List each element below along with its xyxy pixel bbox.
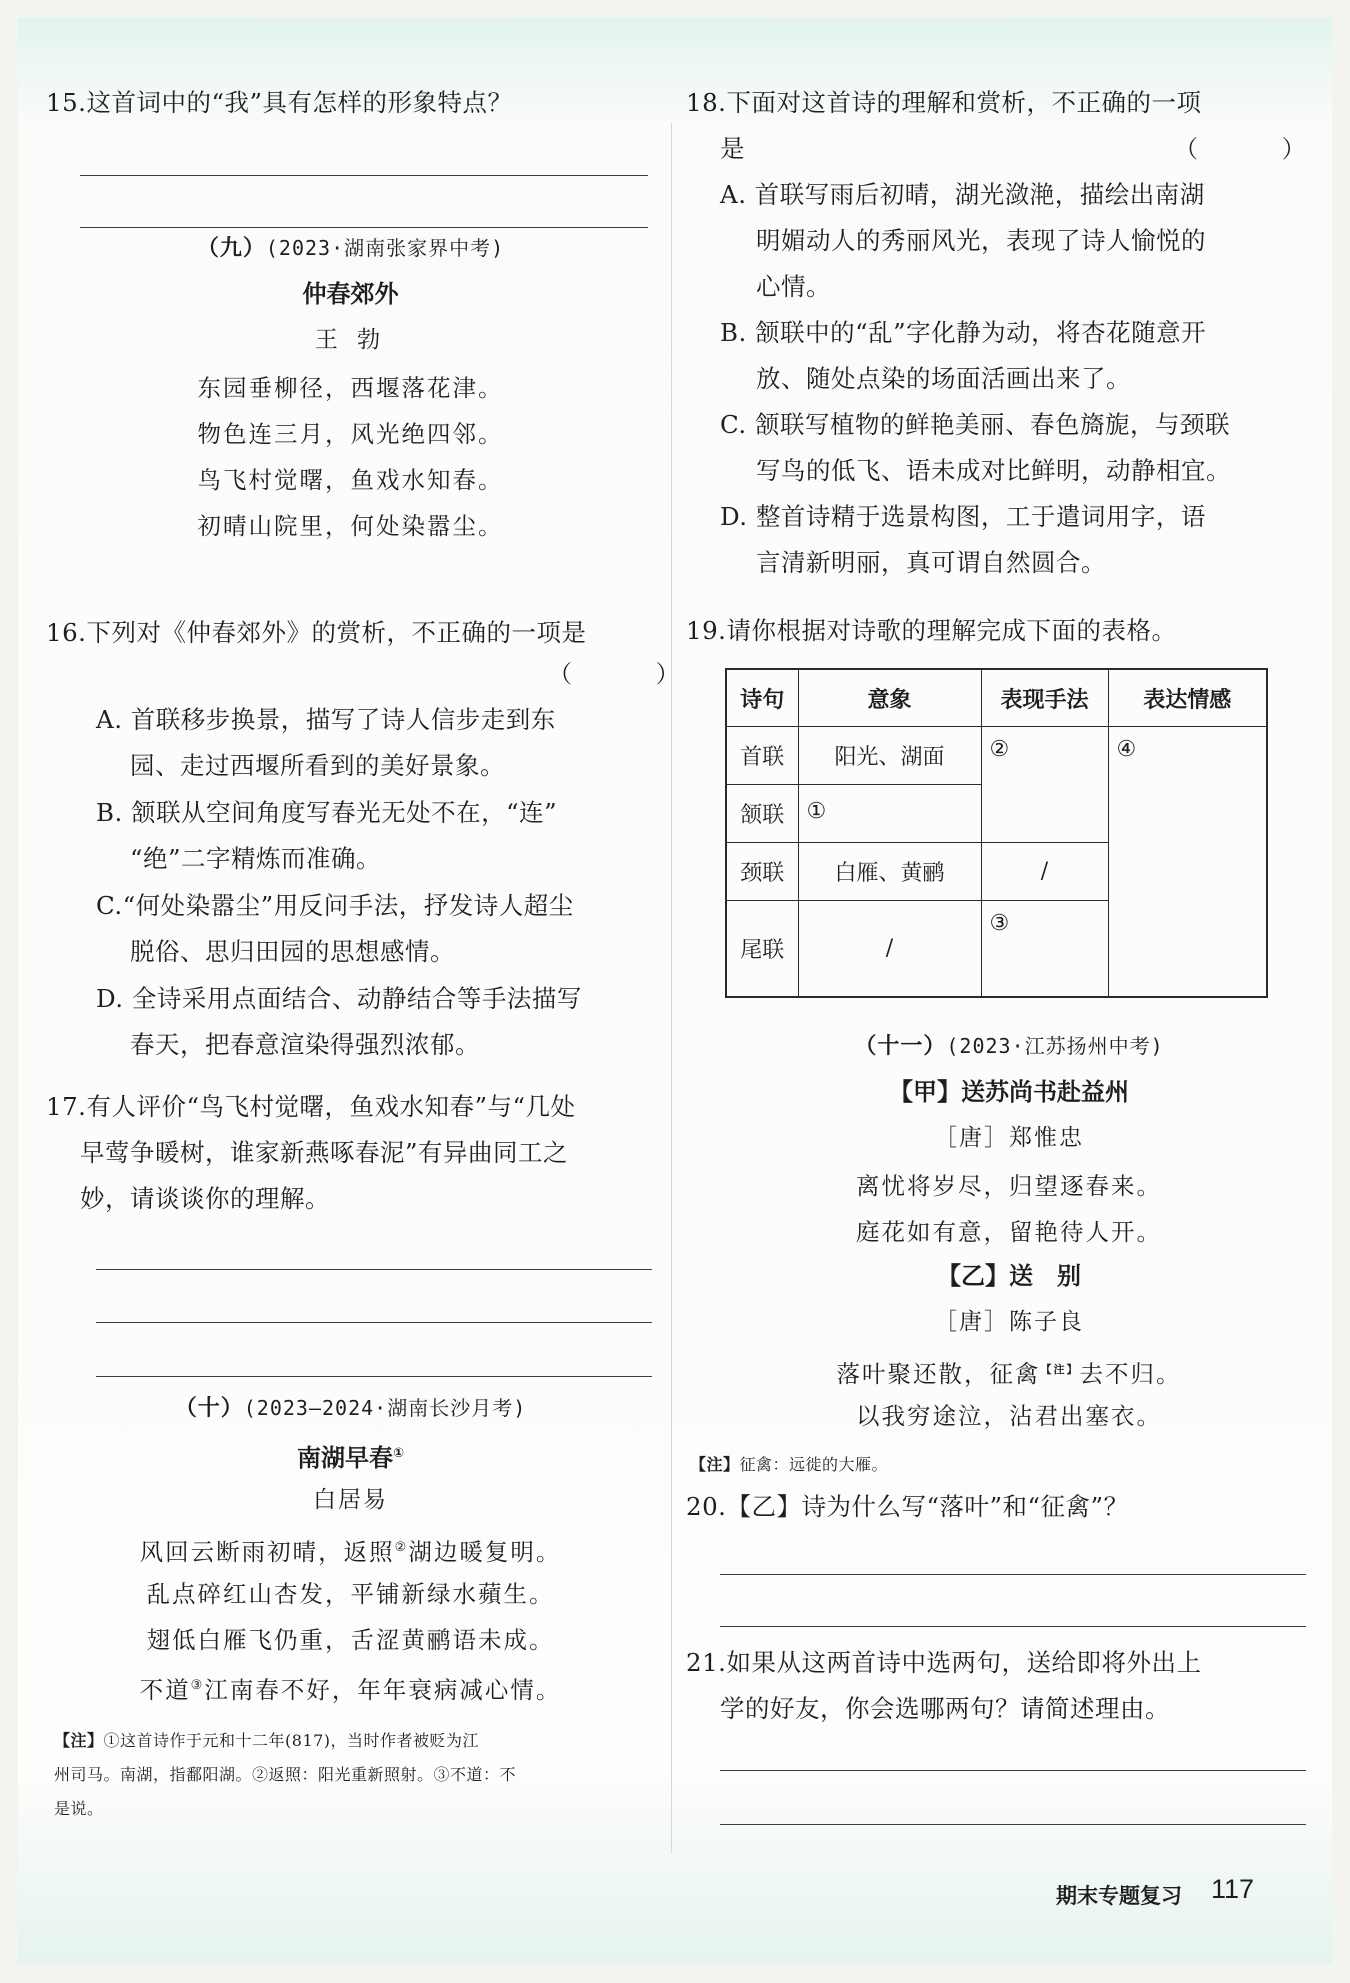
poem-verse: 乱点碎红山杏发，平铺新绿水蘋生。 [146, 1580, 555, 1608]
table-header-row [726, 669, 1267, 727]
question-text: 这首词中的“我”具有怎样的形象特点？ [86, 88, 513, 117]
option-line: D. 整首诗精于选景构图，工于遣词用字，语 [720, 502, 1206, 531]
question-number: 20. [686, 1492, 727, 1521]
poem-verse: 东园垂柳径，西堰落花津。 [197, 374, 504, 402]
option-line: 脱俗、思归田园的思想感情。 [130, 937, 455, 966]
footnote-marker: ② [394, 1540, 409, 1555]
question-text: 妙，请谈谈你的理解。 [80, 1184, 330, 1213]
section-9-heading [18, 228, 683, 268]
option-line: 园、走过西堰所看到的美好景象。 [130, 751, 505, 780]
option-line: 言清新明丽，真可谓自然圆合。 [756, 548, 1106, 577]
poem-verse [686, 1348, 1332, 1396]
option-c[interactable] [720, 402, 1231, 494]
question-16 [46, 610, 586, 656]
answer-line[interactable] [80, 175, 648, 176]
answer-parentheses[interactable]: （ ） [1174, 135, 1344, 163]
note-label: 【注】 [54, 1731, 104, 1750]
option-a[interactable] [720, 172, 1206, 310]
option-b[interactable] [720, 310, 1206, 402]
option-d[interactable] [720, 494, 1206, 586]
section-10-heading [18, 1388, 683, 1428]
poem-verse: 初晴山院里，何处染嚣尘。 [197, 512, 504, 540]
question-text: 下列对《仲春郊外》的赏析，不正确的一项是 [86, 618, 587, 647]
poem-author: 王 勃 [314, 327, 387, 353]
cell-image: 阳光、湖面 [798, 727, 981, 785]
poem-verse: 以我穷途泣，沾君出塞衣。 [856, 1402, 1162, 1430]
cell-slash: / [798, 901, 981, 997]
poem-verse: 鸟飞村觉曙，鱼戏水知春。 [197, 466, 504, 494]
question-number: 18. [686, 88, 727, 117]
poem-verse [18, 1526, 683, 1574]
option-line: 心情。 [756, 272, 831, 301]
column-header: 表现手法 [981, 669, 1108, 727]
column-header: 意象 [798, 669, 981, 727]
question-18 [686, 80, 1201, 172]
poem-title: 【乙】送 别 [937, 1262, 1081, 1290]
row-label: 尾联 [726, 901, 798, 997]
answer-line[interactable] [96, 1322, 652, 1323]
option-line: 写鸟的低飞、语未成对比鲜明，动静相宜。 [756, 456, 1231, 485]
option-d[interactable] [96, 976, 582, 1068]
note-text: ①这首诗作于元和十二年(817)，当时作者被贬为江 [103, 1731, 480, 1750]
question-15 [46, 80, 513, 126]
poem-author: ［唐］郑惟忠 [934, 1125, 1084, 1151]
option-line: B. 颔联中的“乱”字化静为动，将杏花随意开 [720, 318, 1207, 347]
question-number: 21. [686, 1648, 727, 1677]
poem-verse: 物色连三月，风光绝四邻。 [197, 420, 504, 448]
footnote-marker: ① [392, 1446, 404, 1461]
verse-text: 不道 [139, 1675, 191, 1704]
section-label: （十） [174, 1395, 244, 1421]
poem-author: 白居易 [313, 1487, 388, 1513]
question-number: 19. [686, 616, 727, 645]
option-line: A. 首联移步换景，描写了诗人信步走到东 [96, 705, 556, 734]
option-line: 春天，把春意渲染得强烈浓郁。 [130, 1030, 480, 1059]
question-text: 早莺争暖树，谁家新燕啄春泥”有异曲同工之 [80, 1138, 569, 1167]
option-line: 明媚动人的秀丽风光，表现了诗人愉悦的 [756, 226, 1206, 255]
answer-line[interactable] [720, 1574, 1306, 1575]
poem-title-text: 南湖早春 [296, 1444, 393, 1472]
section-source: (2023·江苏扬州中考) [946, 1034, 1164, 1058]
poem-verse: 离忧将岁尽，归望逐春来。 [856, 1172, 1162, 1200]
question-text: 有人评价“鸟飞村觉曙，鱼戏水知春”与“几处 [86, 1092, 576, 1121]
poem-verse: 翅低白雁飞仍重，舌涩黄鹂语未成。 [146, 1626, 555, 1654]
footnote [690, 1448, 1290, 1482]
blank-cell[interactable]: ① [798, 785, 981, 843]
question-text: 是 [720, 134, 745, 163]
section-source: (2023—2024·湖南长沙月考) [243, 1396, 527, 1420]
footnote-marker: ③ [190, 1678, 205, 1693]
option-line: A. 首联写雨后初晴，湖光潋滟，描绘出南湖 [720, 180, 1205, 209]
answer-line[interactable] [96, 1269, 652, 1270]
question-text: 请你根据对诗歌的理解完成下面的表格。 [726, 616, 1177, 645]
footnote-marker: 【注】 [1040, 1363, 1080, 1376]
row-label: 首联 [726, 727, 798, 785]
blank-cell[interactable]: ② [981, 727, 1108, 843]
blank-cell[interactable]: ④ [1108, 727, 1267, 997]
note-text: 征禽：远徙的大雁。 [739, 1455, 889, 1474]
column-header: 表达情感 [1108, 669, 1267, 727]
poem-verse [18, 1664, 683, 1712]
verse-text: 江南春不好，年年衰病减心情。 [204, 1675, 562, 1704]
option-b[interactable] [96, 790, 557, 882]
cell-slash: / [981, 843, 1108, 901]
question-number: 15. [46, 88, 87, 117]
question-text: 下面对这首诗的理解和赏析，不正确的一项 [726, 88, 1202, 117]
question-text: 学的好友，你会选哪两句？请简述理由。 [720, 1694, 1170, 1723]
row-label: 颔联 [726, 785, 798, 843]
poem-title [18, 1434, 683, 1478]
poem-verse: 庭花如有意，留艳待人开。 [856, 1218, 1162, 1246]
option-line: D. 全诗采用点面结合、动静结合等手法描写 [96, 984, 582, 1013]
poem-title: 【甲】送苏尚书赴益州 [889, 1078, 1129, 1106]
section-label: （九） [196, 235, 266, 261]
note-text: 州司马。南湖，指鄱阳湖。②返照：阳光重新照射。③不道：不 [54, 1765, 517, 1784]
question-19 [686, 608, 1176, 654]
option-line: 放、随处点染的场面活画出来了。 [756, 364, 1131, 393]
footer-label: 期末专题复习 [1056, 1884, 1182, 1908]
verse-text: 风回云断雨初晴，返照 [139, 1537, 395, 1566]
page [18, 18, 1344, 1963]
answer-line[interactable] [720, 1770, 1306, 1771]
answer-line[interactable] [720, 1824, 1306, 1825]
table-row [726, 727, 1267, 785]
poem-author: ［唐］陈子良 [934, 1309, 1084, 1335]
question-17 [46, 1084, 576, 1222]
footnote [54, 1724, 654, 1826]
answer-parentheses[interactable]: （ ） [548, 660, 718, 688]
answer-table [725, 668, 1268, 998]
page-number: 117 [1210, 1874, 1254, 1904]
section-11-heading [686, 1026, 1332, 1066]
question-21 [686, 1640, 1201, 1732]
poem-title: 仲春郊外 [302, 280, 399, 308]
option-line: C. 颔联写植物的鲜艳美丽、春色旖旎，与颈联 [720, 410, 1230, 439]
question-20 [686, 1484, 1129, 1530]
note-label: 【注】 [690, 1455, 740, 1474]
option-line: “绝”二字精炼而准确。 [130, 844, 382, 873]
option-c[interactable] [96, 883, 574, 975]
option-a[interactable] [96, 697, 556, 789]
blank-cell[interactable]: ③ [981, 901, 1108, 997]
answer-line[interactable] [720, 1626, 1306, 1627]
question-text: 【乙】诗为什么写“落叶”和“征禽”？ [726, 1492, 1129, 1521]
section-source: (2023·湖南张家界中考) [265, 236, 505, 260]
question-number: 17. [46, 1092, 87, 1121]
question-text: 如果从这两首诗中选两句，送给即将外出上 [726, 1648, 1202, 1677]
option-line: C.“何处染嚣尘”用反问手法，抒发诗人超尘 [96, 891, 574, 920]
verse-text: 去不归。 [1079, 1359, 1182, 1388]
section-label: （十一） [854, 1033, 947, 1059]
row-label: 颈联 [726, 843, 798, 901]
option-line: B. 颔联从空间角度写春光无处不在，“连” [96, 798, 558, 827]
column-header: 诗句 [726, 669, 798, 727]
answer-line[interactable] [96, 1376, 652, 1377]
note-text: 是说。 [54, 1799, 104, 1818]
verse-text: 湖边暖复明。 [408, 1537, 562, 1566]
question-number: 16. [46, 618, 87, 647]
verse-text: 落叶聚还散，征禽 [836, 1359, 1041, 1388]
cell-image: 白雁、黄鹂 [798, 843, 981, 901]
